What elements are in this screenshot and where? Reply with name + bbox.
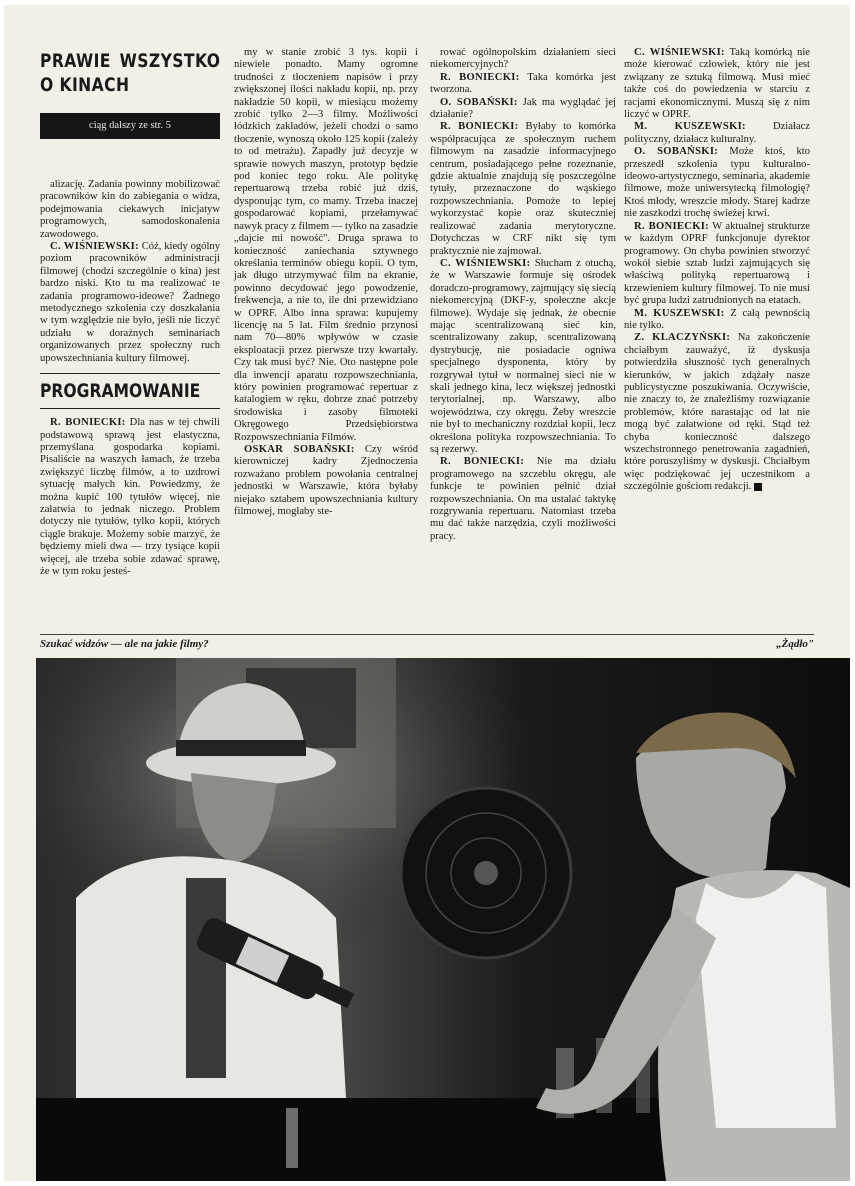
article-paragraph: OSKAR SOBAŃSKI: Czy wśród kierowniczej kadry Zjednoczenia rozważano problem powołania centralnej jednostki w Warszawie, która byłaby niejako sztabem upowszechniania kultury filmowej, mogłaby ste- xyxy=(234,444,418,518)
column-1-paragraphs-b xyxy=(40,417,220,578)
article-paragraph: R. BONIECKI: W aktualnej strukturze w każdym OPRF funkcjonuje dyrektor programowy. On chyba powinien stworzyć wokół siebie sztab ludzi zajmujących się właściwą polityką repertuarową i krzewieniem kultury filmowej. To nie musi być grupa ludzi zatrudnionych na etatach. xyxy=(624,220,811,307)
film-still-image xyxy=(36,658,850,1181)
article-paragraph: O. SOBAŃSKI: Może ktoś, kto przeszedł szkolenia typu kulturalno-ideowo-artystycznego, seminaria, akademie filmowe, może uniwersytecką filmologię? Ktoś młody, wreszcie młody. Starej kadrze nie zaszkodzi trochę świeżej krwi. xyxy=(624,146,810,220)
speaker-name: R. BONIECKI: xyxy=(440,71,520,83)
article-headline: PRAWIE WSZYSTKO O KINACH xyxy=(40,50,221,96)
source-credit: „Żądło" xyxy=(776,638,814,650)
speaker-name: C. WIŚNIEWSKI: xyxy=(634,47,725,58)
article-paragraph: R. BONIECKI: Byłaby to komórka współpracująca ze społecznym ruchem filmowym na zasadzie informacyjnego centrum, posiadającego pełne rozeznanie, gdzie aktualnie znajdują się poszczególne tytuły, przeznaczone do wąskiego rozpowszechniania. Pomoże to lepiej wykorzystać kopie oraz skuteczniej realizować zadania merytoryczne. Dotychczas w CRF nikt się tym praktycznie nie zajmował. xyxy=(430,121,616,257)
column-2 xyxy=(234,47,418,518)
speaker-name: OSKAR SOBAŃSKI: xyxy=(244,444,355,455)
speaker-name: R. BONIECKI: xyxy=(440,121,519,133)
column-1-paragraphs-a xyxy=(40,179,220,365)
article-paragraph: R. BONIECKI: Nie ma działu programowego na szczeblu okręgu, ale funkcje te powinien pełnić dział rozpowszechniania. On ma ustalać taktykę rozgrywania repertuaru. Natomiast trzeba mu dać także narzędzia, czyli możliwości pracy. xyxy=(430,456,616,542)
continuation-bar: ciąg dalszy ze str. 5 xyxy=(40,113,220,139)
article-paragraph: R. BONIECKI: Taka komórka jest tworzona. xyxy=(430,71,617,96)
speaker-name: R. BONIECKI: xyxy=(634,220,709,232)
photo-caption: Szukać widzów — ale na jakie filmy? xyxy=(40,638,209,650)
article-paragraph: my w stanie zrobić 3 tys. kopii i niewiele ponadto. Mamy ogromne trudności z tłoczeniem napisów i przy zwiększonej ilości nakładu kopii, np. przy nakładzie 50 kopii, w miesiącu możemy zrobić tylko 2—3 filmy. Możliwości łódzkich zakładów, jeżeli chodzi o samo tłoczenie, wynoszą około 125 kopii (zależy to od metrażu). Zapadły już decyzje w sprawie nowych maszyn, prototyp będzie pod koniec tego roku. Ale politykę repertuarową trzeba robić już dziś, dysponując tym, co mamy. Trzeba inaczej gospodarować kopiami, przełamywać nawyk pracy z filmem — tylko na zasadzie „dajcie mi nowość". Druga sprawa to konieczność zaniechania sztywnego określania terminów obiegu kopii. O tym, jak długo utrzymywać film na ekranie, powinno decydować jego powodzenie, frekwencja, a nie to, ile dni przewidziano w OPRF. Albo inna sprawa: kupujemy licencję na 5 lat. Film średnio przynosi nam 70—80% wpływów w czasie eksploatacji przez pierwsze trzy kwartały. Czy tak musi być? Nie. Oto następne pole dla inwencji aparatu rozpowszechniania, który powinien programować repertuar z katalogiem w ręku, dobrze znać potrzeby środowiska i zasoby filmoteki Okręgowego Przedsiębiorstwa Rozpowszechniania Filmów. xyxy=(234,47,418,443)
article-paragraph: R. BONIECKI: Dla nas w tej chwili podstawową sprawą jest elastyczna, przemyślana gospodarka kopiami. Pisaliście na waszych łamach, że trzeba zwiększyć liczbę filmów, a to uzdrowi sytuację małych kin. Powiedzmy, że można kupić 100 tytułów więcej, nie załatwia to jednak niczego. Problem dotyczy nie tytułów, tylko kopii, których ciągle brakuje. Możemy sobie marzyć, że będziemy mieli dwa — trzy tysiące kopii więcej, ale trzeba sobie zdawać sprawę, że w tym roku jesteś- xyxy=(40,417,220,577)
speaker-name: O. SOBAŃSKI: xyxy=(634,146,719,158)
article-paragraph: M. KUSZEWSKI: Działacz polityczny, działacz kulturalny. xyxy=(624,121,810,145)
speaker-name: R. BONIECKI: xyxy=(50,417,126,429)
footer-rule xyxy=(40,634,814,635)
article-paragraph: rować ogólnopolskim działaniem sieci niekomercyjnych? xyxy=(430,47,616,71)
article-paragraph: C. WIŚNIEWSKI: Cóż, kiedy ogólny poziom pracowników administracji filmowej (chodzi szczególnie o kina) jest bardzo niski. Kto tu ma realizować te zadania programowo-ideowe? Żadnego metodycznego szkolenia czy doszkalania w tym względzie nie było, jeśli nie liczyć udziału w doraźnych seminariach organizowanych przez społeczny ruch upowszechniania kultury filmowej. xyxy=(40,241,221,364)
speaker-name: C. WIŚNIEWSKI: xyxy=(50,241,139,253)
end-mark-icon xyxy=(754,483,762,491)
speaker-name: O. SOBAŃSKI: xyxy=(440,96,518,108)
column-1 xyxy=(40,49,220,578)
section-divider xyxy=(40,408,220,409)
article-paragraph: Z. KLACZYŃSKI: Na zakończenie chciałbym zauważyć, iż dyskusja potwierdziła słuszność tych generalnych kierunków, w jakich zdążały nasze publicystyczne poszukiwania. Oczywiście, nie znaczy to, że znaleźliśmy rozwiązanie problemów, które narastając od lat nie mogą być załatwione od ręki. Stąd też chyba konieczność dalszego wszechstronnego penetrowania zagadnień, które poruszyliśmy w dyskusji. Chciałbym więc podziękować jej uczestnikom a szczególnie gościom redakcji. xyxy=(624,332,810,493)
speaker-name: Z. KLACZYŃSKI: xyxy=(634,332,731,344)
article-paragraph: C. WIŚNIEWSKI: Taką komórką nie może kierować człowiek, który nie jest związany ze sztuką filmową. Musi mieć także coś do powiedzenia w starciu z racjami ekonomicznymi. Muszą się z nim liczyć w OPRF. xyxy=(624,47,810,121)
section-divider xyxy=(40,373,220,374)
article-paragraph: alizację. Zadania powinny mobilizować pracowników kin do zabiegania o widza, podejmowania ciekawych inicjatyw programowych, samodoskonalenia zawodowego. xyxy=(40,179,220,240)
article-paragraph: M. KUSZEWSKI: Z całą pewnością nie tylko. xyxy=(624,307,810,331)
speaker-name: M. KUSZEWSKI: xyxy=(634,307,725,319)
column-3 xyxy=(430,47,616,543)
article-text-area xyxy=(4,5,850,655)
section-heading: PROGRAMOWANIE xyxy=(40,380,201,403)
article-paragraph: O. SOBAŃSKI: Jak ma wyglądać jej działanie? xyxy=(430,96,616,121)
magazine-page xyxy=(4,5,850,1181)
speaker-name: R. BONIECKI: xyxy=(440,456,525,468)
column-4 xyxy=(624,47,810,494)
speaker-name: C. WIŚNIEWSKI: xyxy=(440,257,531,269)
article-paragraph: C. WIŚNIEWSKI: Słucham z otuchą, że w Warszawie formuje się ośrodek doradczo-programowy, zajmujący się siecią niekomercyjną (DKF-y, społeczne akcje filmowe). Wydaje się jednak, że obecnie mając scentralizowaną sieć kin, scentralizowany zakup, scentralizowaną dystrybucję, nie posiadacie ogniwa specjalnego dysponenta, który by rozgrywał tytuł w normalnej sieci nie w skali jednego kina, lecz większej jednostki terytorialnej, np. Warszawy, albo województwa, czy okręgu. Żeby wreszcie nie był to mechaniczny rozdział kopii, lecz określona polityka rozpowszechniania. To są rezerwy. xyxy=(430,257,617,455)
film-still-photo xyxy=(36,658,850,1181)
speaker-name: M. KUSZEWSKI: xyxy=(634,121,746,133)
